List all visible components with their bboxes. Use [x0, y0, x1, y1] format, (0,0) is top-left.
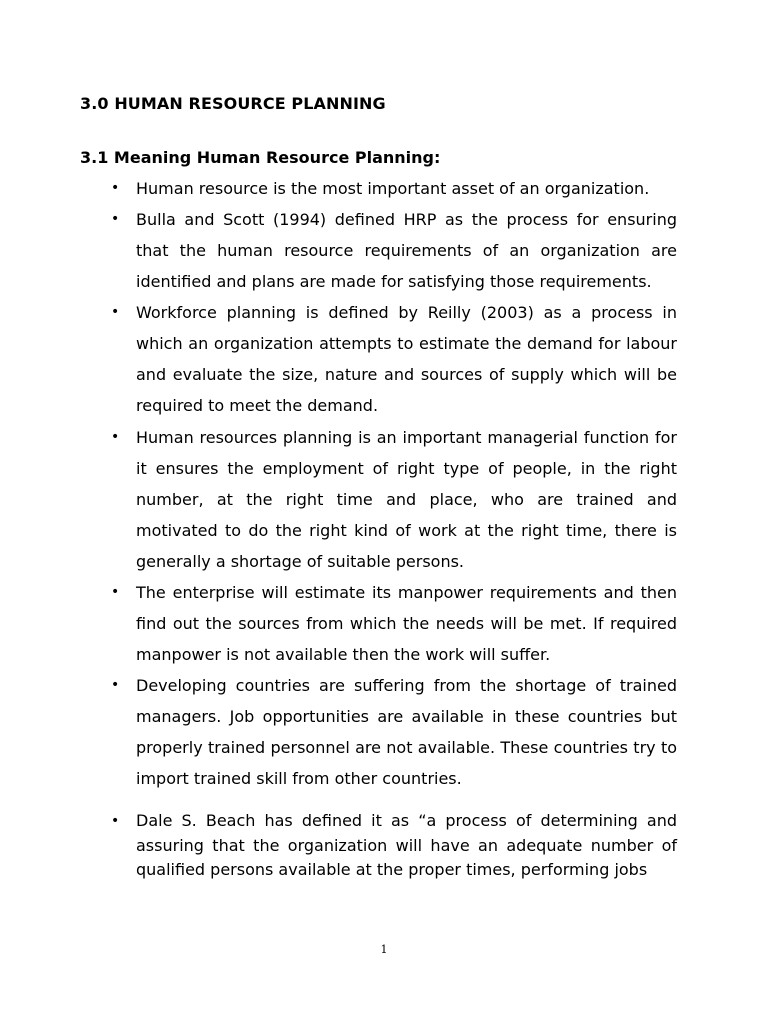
list-item	[111, 204, 677, 297]
bullet-icon: •	[111, 429, 120, 445]
bullet-icon: •	[111, 813, 120, 829]
page-number: 1	[380, 943, 388, 956]
list-item-text: Developing countries are suffering from the shortage of trained managers. Job opportunities are available in these countries but properly trained personnel are not available. These countries try to import trained skill from other countries.	[136, 676, 677, 788]
section-heading: 3.0 HUMAN RESOURCE PLANNING	[80, 94, 386, 113]
bullet-icon: •	[111, 677, 120, 693]
list-item	[111, 670, 677, 794]
list-item-text: The enterprise will estimate its manpower requirements and then find out the sources from which the needs will be met. If required manpower is not available then the work will suffer.	[136, 583, 677, 664]
list-item	[111, 809, 677, 883]
list-item-text: Human resources planning is an important managerial function for it ensures the employment of right type of people, in the right number, at the right time and place, who are trained and motivated to do the right kind of work at the right time, there is generally a shortage of suitable persons.	[136, 428, 677, 571]
subsection-heading: 3.1 Meaning Human Resource Planning:	[80, 148, 441, 167]
list-item	[111, 173, 677, 204]
list-item	[111, 422, 677, 577]
bullet-icon: •	[111, 180, 120, 196]
list-item-text: Dale S. Beach has defined it as “a process of determining and assuring that the organization will have an adequate number of qualified persons available at the proper times, performing jobs	[136, 811, 677, 879]
bullet-icon: •	[111, 304, 120, 320]
bullet-icon: •	[111, 584, 120, 600]
list-item	[111, 577, 677, 670]
bullet-icon: •	[111, 211, 120, 227]
list-item-text: Bulla and Scott (1994) defined HRP as the process for ensuring that the human resource requirements of an organization are identified and plans are made for satisfying those requirements.	[136, 210, 677, 291]
list-item-text: Human resource is the most important asset of an organization.	[136, 179, 650, 198]
list-item-text: Workforce planning is defined by Reilly (2003) as a process in which an organization attempts to estimate the demand for labour and evaluate the size, nature and sources of supply which will be required to meet the demand.	[136, 303, 677, 415]
list-item	[111, 297, 677, 421]
